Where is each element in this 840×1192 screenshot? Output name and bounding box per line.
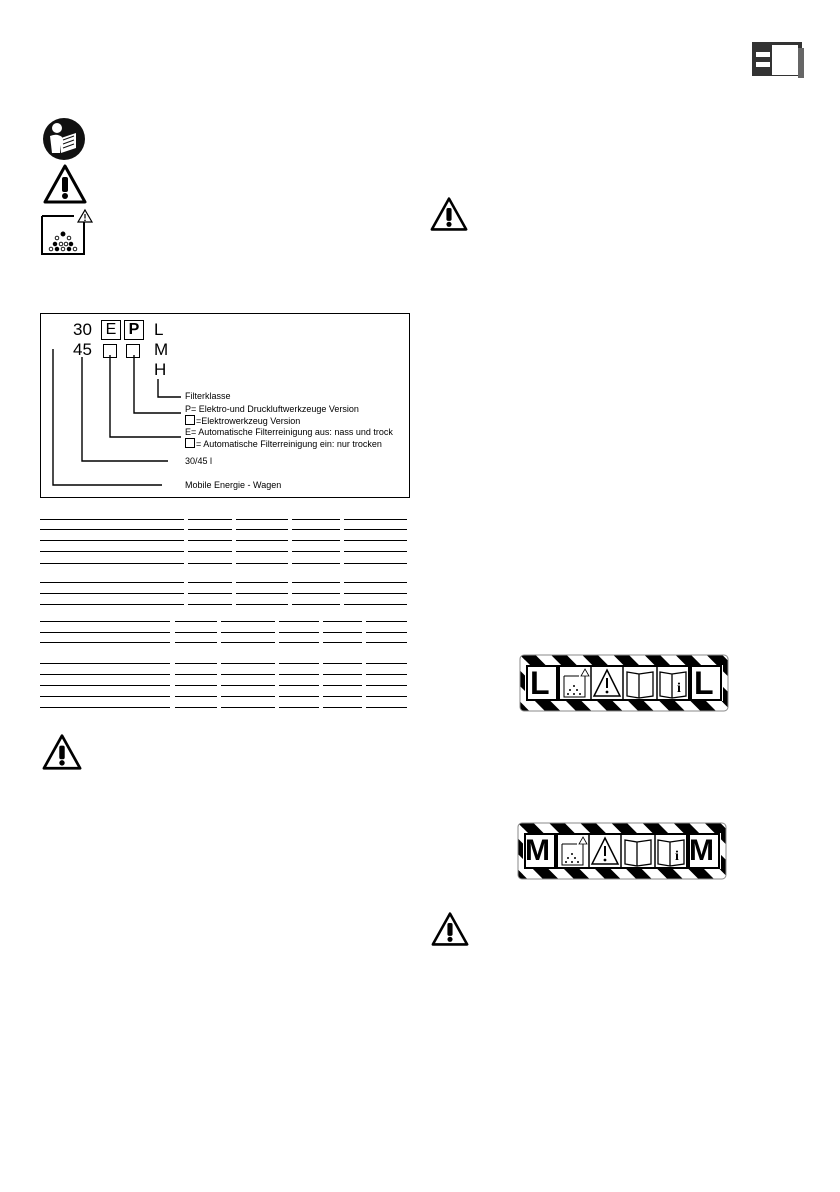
dust-class-m-left-letter: M [525, 834, 550, 867]
legend-e [185, 427, 410, 438]
code-e-box: E [101, 320, 121, 340]
legend-p [185, 404, 359, 415]
legend-p-label: P= [185, 404, 197, 414]
code-size-30: 30 [73, 320, 92, 339]
dust-class-l-right-letter: L [694, 665, 714, 701]
legend-filter-class: Filterklasse [185, 391, 231, 401]
filter-class-m: M [154, 340, 169, 359]
filter-class-l: L [154, 320, 164, 339]
hazardous-dust-icon [40, 208, 96, 256]
legend-blank-p-text: =Elektrowerkzeug Version [196, 416, 301, 426]
legend-p-text: Elektro-und Druckluftwerkzeuge Version [198, 404, 359, 414]
legend-e-text: Automatische Filterreinigung aus: nass und trock [198, 427, 393, 437]
legend-blank-e [185, 438, 382, 450]
legend-volume: 30/45 l [185, 456, 213, 466]
language-tab-icon [752, 42, 806, 82]
warning-triangle-icon [42, 163, 88, 205]
code-size-45: 45 [73, 340, 92, 359]
legend-empty-box [185, 415, 195, 425]
code-e-empty-box [103, 344, 117, 358]
filter-class-h: H [154, 360, 167, 379]
legend-blank-e-text: = Automatische Filterreinigung ein: nur trocken [196, 439, 382, 449]
legend-cart: Mobile Energie - Wagen [185, 480, 282, 490]
code-p-box: P [124, 320, 144, 340]
warning-triangle-icon [429, 911, 471, 947]
svg-text:i: i [677, 681, 681, 696]
code-p-empty-box [126, 344, 140, 358]
dust-class-m-label [517, 822, 727, 880]
warning-triangle-icon [40, 733, 84, 771]
read-manual-icon [42, 117, 86, 161]
svg-text:i: i [675, 849, 679, 864]
dust-class-l-left-letter: L [530, 665, 550, 701]
legend-empty-box [185, 438, 195, 448]
dust-class-l-label [519, 654, 729, 712]
dust-class-m-right-letter: M [689, 834, 714, 867]
legend-blank-p [185, 415, 300, 427]
legend-e-label: E= [185, 427, 197, 437]
warning-triangle-icon [429, 196, 469, 232]
